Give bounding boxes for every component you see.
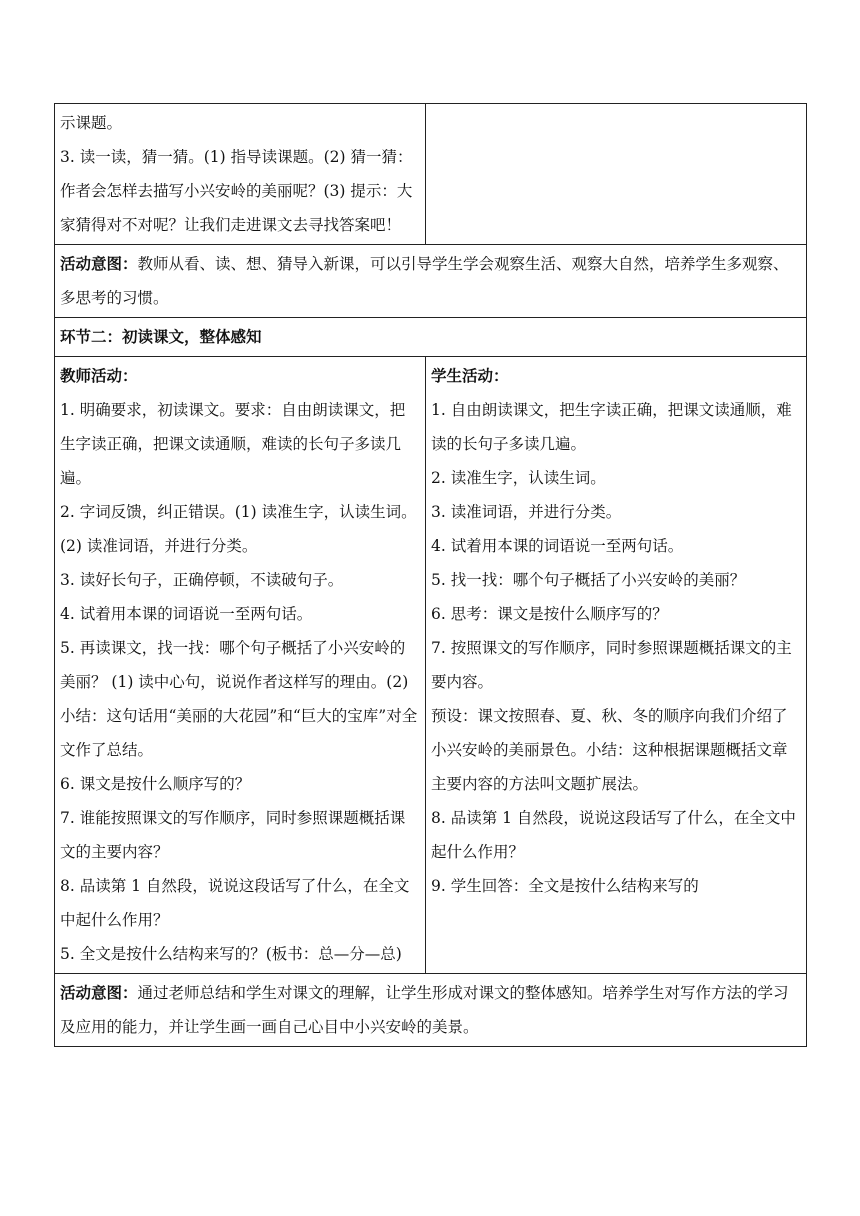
student-activity-item: 9. 学生回答：全文是按什么结构来写的	[431, 877, 699, 895]
teacher-activity-item: 2. 字词反馈，纠正错误。(1) 读准生字，认读生词。(2) 读准词语，并进行分类。	[60, 503, 417, 555]
activity-intent-cell	[55, 245, 807, 318]
teacher-activity-item: 4. 试着用本课的词语说一至两句话。	[60, 605, 313, 623]
student-activity-item: 4. 试着用本课的词语说一至两句话。	[431, 537, 684, 555]
continued-text-line: 示课题。	[60, 114, 123, 132]
activity-intent-label: 活动意图：	[60, 983, 138, 1002]
student-activity-item: 5. 找一找：哪个句子概括了小兴安岭的美丽？	[431, 571, 746, 589]
teacher-activity-header: 教师活动：	[60, 366, 138, 385]
continued-text-line: 3. 读一读，猜一猜。(1) 指导读课题。(2) 猜一猜：作者会怎样去描写小兴安岭的美丽呢？(3) 提示：大家猜得对不对呢？让我们走进课文去寻找答案吧！	[60, 148, 413, 234]
activity-intent-text: 通过老师总结和学生对课文的理解，让学生形成对课文的整体感知。培养学生对写作方法的学习及应用的能力，并让学生画一画自己心目中小兴安岭的美景。	[60, 984, 789, 1036]
teacher-activity-item: 1. 明确要求，初读课文。要求：自由朗读课文，把生字读正确，把课文读通顺，难读的长句子多读几遍。	[60, 401, 406, 487]
teacher-activity-item: 5. 全文是按什么结构来写的？(板书：总—分—总)	[60, 945, 402, 963]
student-activity-item: 7. 按照课文的写作顺序，同时参照课题概括课文的主要内容。	[431, 639, 792, 691]
student-activity-item: 2. 读准生字，认读生词。	[431, 469, 606, 487]
continued-student-cell	[426, 104, 807, 245]
continued-row	[55, 104, 807, 245]
section-title-row	[55, 318, 807, 357]
activity-intent-row	[55, 245, 807, 318]
student-activity-item: 预设：课文按照春、夏、秋、冬的顺序向我们介绍了小兴安岭的美丽景色。小结：这种根据课题概括文章主要内容的方法叫文题扩展法。	[431, 707, 788, 793]
continued-teacher-cell	[55, 104, 426, 245]
student-activity-item: 6. 思考：课文是按什么顺序写的？	[431, 605, 668, 623]
student-activity-item: 1. 自由朗读课文，把生字读正确，把课文读通顺，难读的长句子多读几遍。	[431, 401, 792, 453]
activities-row	[55, 357, 807, 974]
teacher-activity-item: 3. 读好长句子，正确停顿，不读破句子。	[60, 571, 344, 589]
teacher-activity-item: 5. 再读课文，找一找：哪个句子概括了小兴安岭的美丽？ (1) 读中心句，说说作者这样写的理由。(2) 小结：这句话用“美丽的大花园”和“巨大的宝库”对全文作了总结。	[60, 639, 418, 759]
activity-intent-cell	[55, 974, 807, 1047]
student-activity-item: 3. 读准词语，并进行分类。	[431, 503, 622, 521]
student-activity-item: 8. 品读第 1 自然段，说说这段话写了什么，在全文中起什么作用？	[431, 809, 796, 861]
lesson-plan-table	[54, 103, 807, 1047]
teacher-activity-item: 7. 谁能按照课文的写作顺序，同时参照课题概括课文的主要内容？	[60, 809, 406, 861]
teacher-activity-item: 6. 课文是按什么顺序写的？	[60, 775, 251, 793]
activity-intent-text: 教师从看、读、想、猜导入新课，可以引导学生学会观察生活、观察大自然，培养学生多观察、多思考的习惯。	[60, 255, 789, 307]
teacher-activity-cell	[55, 357, 426, 974]
student-activity-header: 学生活动：	[431, 366, 509, 385]
section-title: 环节二：初读课文，整体感知	[60, 327, 262, 346]
activity-intent-row	[55, 974, 807, 1047]
student-activity-cell	[426, 357, 807, 974]
activity-intent-label: 活动意图：	[60, 254, 138, 273]
section-title-cell	[55, 318, 807, 357]
teacher-activity-item: 8. 品读第 1 自然段，说说这段话写了什么，在全文中起什么作用？	[60, 877, 410, 929]
